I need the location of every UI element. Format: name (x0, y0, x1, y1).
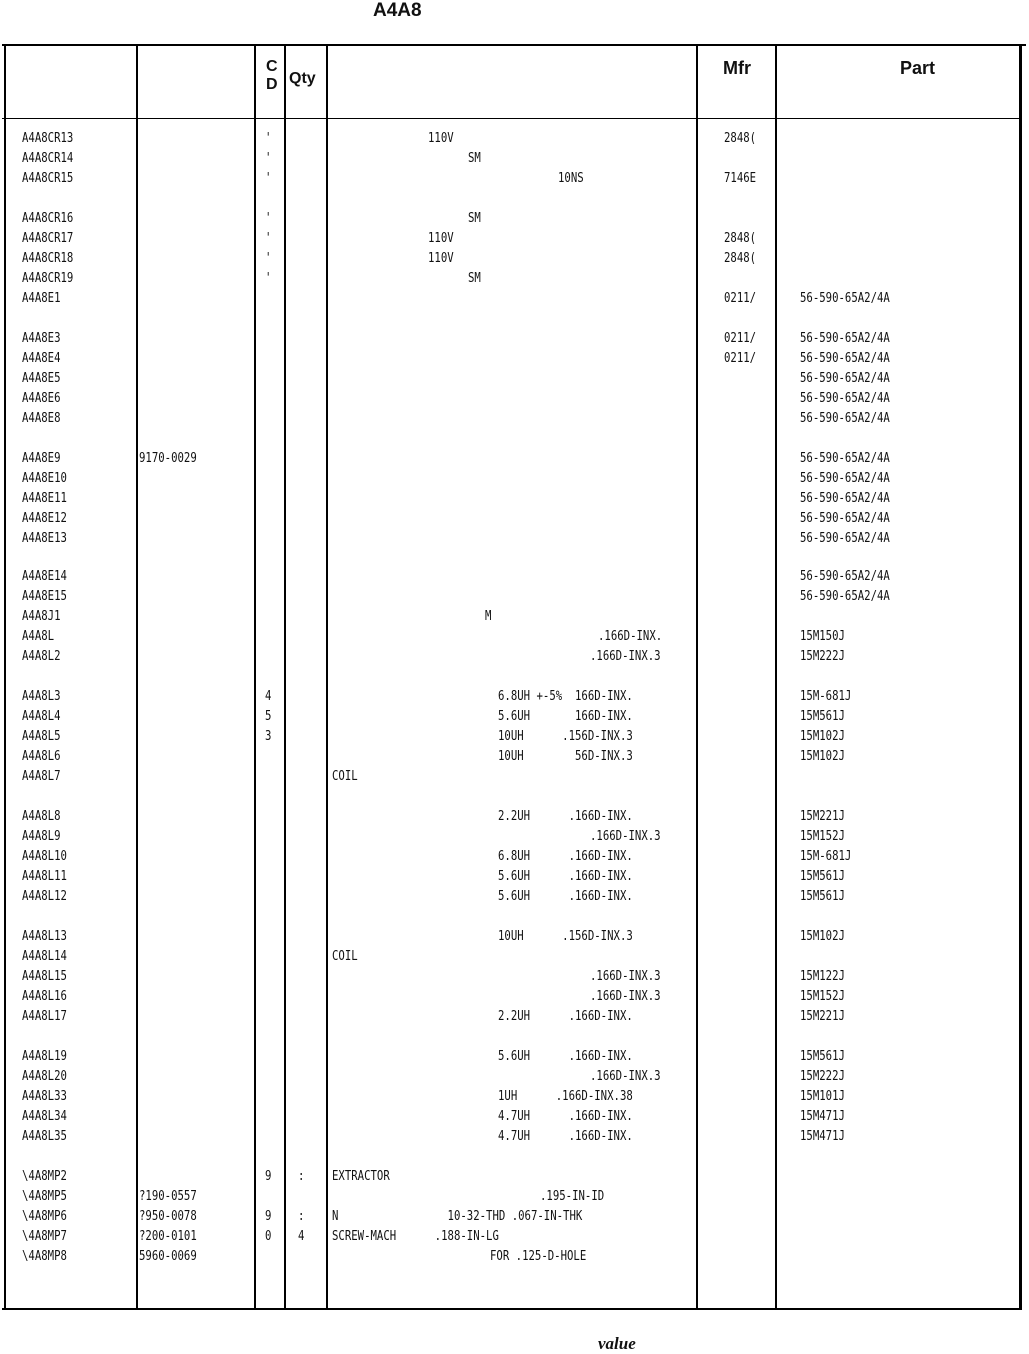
row-reference: A4A8L13 (22, 929, 67, 944)
row-mfr-part: 56-590-65A2/4A (800, 471, 890, 486)
row-description: 4.7UH .166D-INX. (498, 1129, 633, 1144)
row-mfr-code: 0211/ (724, 291, 757, 306)
footer-text: value (598, 1334, 636, 1353)
row-description: 5.6UH .166D-INX. (498, 1049, 633, 1064)
row-mfr-code: 2848( (724, 131, 757, 146)
row-description: 2.2UH .166D-INX. (498, 809, 633, 824)
row-mfr-code: 2848( (724, 251, 757, 266)
header-part: Part (900, 58, 936, 78)
row-mfr-part: 56-590-65A2/4A (800, 589, 890, 604)
row-reference: A4A8L6 (22, 749, 61, 764)
row-description: 5.6UH 166D-INX. (498, 709, 633, 724)
col-border-cd (284, 44, 286, 1310)
row-mfr-part: 15M102J (800, 929, 845, 944)
row-mfr-part: 56-590-65A2/4A (800, 451, 890, 466)
row-mfr-part: 56-590-65A2/4A (800, 391, 890, 406)
row-mfr-part: 15M152J (800, 829, 845, 844)
row-description: SCREW-MACH .188-IN-LG (332, 1229, 499, 1244)
row-mfr-part: 56-590-65A2/4A (800, 411, 890, 426)
row-reference: A4A8E5 (22, 371, 61, 386)
row-mfr-part: 15M561J (800, 1049, 845, 1064)
row-check-digit: 3 (265, 729, 272, 744)
row-mfr-part: 56-590-65A2/4A (800, 491, 890, 506)
row-reference: A4A8L10 (22, 849, 67, 864)
row-reference: A4A8L7 (22, 769, 61, 784)
row-qty: 4 (298, 1229, 305, 1244)
row-mfr-part: 15M222J (800, 1069, 845, 1084)
row-description: 110V (428, 251, 454, 266)
row-description: .166D-INX.3 (590, 829, 661, 844)
row-part-number: ?950-0078 (139, 1209, 197, 1224)
row-reference: A4A8CR17 (22, 231, 74, 246)
row-mfr-part: 56-590-65A2/4A (800, 351, 890, 366)
row-mfr-part: 15M150J (800, 629, 845, 644)
row-check-digit: ' (265, 271, 272, 286)
row-reference: \4A8MP7 (22, 1229, 67, 1244)
row-reference: A4A8CR14 (22, 151, 74, 166)
row-reference: A4A8CR16 (22, 211, 74, 226)
row-mfr-part: 56-590-65A2/4A (800, 291, 890, 306)
page-title: A4A8 (373, 0, 422, 21)
row-check-digit: 5 (265, 709, 272, 724)
row-description: 6.8UH .166D-INX. (498, 849, 633, 864)
row-qty: : (298, 1169, 305, 1184)
row-reference: A4A8L5 (22, 729, 61, 744)
col-border-right (1019, 44, 1022, 1310)
row-description: M (485, 609, 492, 624)
row-part-number: 9170-0029 (139, 451, 197, 466)
row-description: SM (468, 151, 481, 166)
row-mfr-code: 2848( (724, 231, 757, 246)
row-description: .166D-INX.3 (590, 969, 661, 984)
row-reference: A4A8L33 (22, 1089, 67, 1104)
row-reference: A4A8L (22, 629, 55, 644)
row-description: EXTRACTOR (332, 1169, 390, 1184)
row-description: .166D-INX.3 (590, 649, 661, 664)
row-reference: A4A8E10 (22, 471, 67, 486)
row-reference: A4A8L2 (22, 649, 61, 664)
row-mfr-part: 15M471J (800, 1129, 845, 1144)
row-reference: A4A8E11 (22, 491, 67, 506)
row-reference: A4A8L11 (22, 869, 67, 884)
row-mfr-part: 15M471J (800, 1109, 845, 1124)
row-check-digit: ' (265, 151, 272, 166)
row-description: 1UH .166D-INX.38 (498, 1089, 633, 1104)
row-mfr-part: 56-590-65A2/4A (800, 371, 890, 386)
row-reference: A4A8L34 (22, 1109, 67, 1124)
row-mfr-part: 56-590-65A2/4A (800, 331, 890, 346)
row-check-digit: 4 (265, 689, 272, 704)
row-reference: A4A8CR18 (22, 251, 74, 266)
row-reference: A4A8L8 (22, 809, 61, 824)
col-border-pn (254, 44, 256, 1310)
row-mfr-part: 15M221J (800, 1009, 845, 1024)
row-reference: A4A8E4 (22, 351, 61, 366)
row-reference: A4A8L15 (22, 969, 67, 984)
header-mfr: Mfr (723, 58, 751, 78)
row-reference: A4A8L4 (22, 709, 61, 724)
row-description: 2.2UH .166D-INX. (498, 1009, 633, 1024)
col-border-desc (696, 44, 698, 1310)
row-mfr-part: 15M561J (800, 889, 845, 904)
row-part-number: ?200-0101 (139, 1229, 197, 1244)
row-description: SM (468, 211, 481, 226)
row-mfr-part: 56-590-65A2/4A (800, 511, 890, 526)
row-description: N 10-32-THD .067-IN-THK (332, 1209, 583, 1224)
row-description: 5.6UH .166D-INX. (498, 889, 633, 904)
row-reference: \4A8MP5 (22, 1189, 67, 1204)
row-mfr-part: 15M102J (800, 749, 845, 764)
table-top-border (2, 44, 1026, 46)
row-description: 4.7UH .166D-INX. (498, 1109, 633, 1124)
col-border-ref (136, 44, 138, 1310)
row-check-digit: 9 (265, 1209, 272, 1224)
row-reference: A4A8E15 (22, 589, 67, 604)
row-reference: A4A8E8 (22, 411, 61, 426)
row-part-number: 5960-0069 (139, 1249, 197, 1264)
row-reference: A4A8L17 (22, 1009, 67, 1024)
header-cd: C D (266, 58, 278, 93)
row-reference: A4A8L3 (22, 689, 61, 704)
row-mfr-part: 15M-681J (800, 849, 852, 864)
row-reference: A4A8E13 (22, 531, 67, 546)
row-qty: : (298, 1209, 305, 1224)
row-reference: A4A8L20 (22, 1069, 67, 1084)
row-reference: A4A8E9 (22, 451, 61, 466)
row-mfr-part: 15M102J (800, 729, 845, 744)
row-reference: A4A8L19 (22, 1049, 67, 1064)
row-reference: \4A8MP6 (22, 1209, 67, 1224)
row-mfr-part: 15M101J (800, 1089, 845, 1104)
row-mfr-part: 15M-681J (800, 689, 852, 704)
row-description: COIL (332, 949, 358, 964)
row-mfr-part: 15M122J (800, 969, 845, 984)
row-reference: A4A8L14 (22, 949, 67, 964)
row-description: FOR .125-D-HOLE (490, 1249, 587, 1264)
row-description: 110V (428, 231, 454, 246)
row-description: 5.6UH .166D-INX. (498, 869, 633, 884)
row-check-digit: 9 (265, 1169, 272, 1184)
row-reference: A4A8L9 (22, 829, 61, 844)
row-reference: A4A8J1 (22, 609, 61, 624)
row-mfr-part: 56-590-65A2/4A (800, 569, 890, 584)
row-reference: A4A8CR13 (22, 131, 74, 146)
row-reference: A4A8E6 (22, 391, 61, 406)
row-check-digit: 0 (265, 1229, 272, 1244)
row-mfr-part: 15M221J (800, 809, 845, 824)
row-description: 10UH .156D-INX.3 (498, 929, 633, 944)
row-check-digit: ' (265, 131, 272, 146)
row-reference: A4A8CR19 (22, 271, 74, 286)
col-border-mfr (775, 44, 777, 1310)
row-mfr-part: 15M561J (800, 709, 845, 724)
row-description: COIL (332, 769, 358, 784)
row-description: SM (468, 271, 481, 286)
row-reference: A4A8E14 (22, 569, 67, 584)
row-reference: A4A8L16 (22, 989, 67, 1004)
header-divider (2, 118, 1020, 119)
row-reference: A4A8L35 (22, 1129, 67, 1144)
row-check-digit: ' (265, 231, 272, 246)
row-description: 110V (428, 131, 454, 146)
row-description: .166D-INX.3 (590, 989, 661, 1004)
row-reference: A4A8CR15 (22, 171, 74, 186)
row-description: .166D-INX. (598, 629, 663, 644)
row-mfr-code: 0211/ (724, 351, 757, 366)
row-description: 10NS (558, 171, 584, 186)
row-reference: A4A8E3 (22, 331, 61, 346)
row-reference: \4A8MP8 (22, 1249, 67, 1264)
row-description: 10UH 56D-INX.3 (498, 749, 633, 764)
row-mfr-part: 15M561J (800, 869, 845, 884)
row-check-digit: ' (265, 251, 272, 266)
row-check-digit: ' (265, 171, 272, 186)
col-border-qty (326, 44, 328, 1310)
row-mfr-part: 56-590-65A2/4A (800, 531, 890, 546)
row-part-number: ?190-0557 (139, 1189, 197, 1204)
col-border-left (4, 44, 6, 1310)
row-description: 10UH .156D-INX.3 (498, 729, 633, 744)
row-mfr-part: 15M222J (800, 649, 845, 664)
row-mfr-code: 0211/ (724, 331, 757, 346)
row-description: .166D-INX.3 (590, 1069, 661, 1084)
row-mfr-part: 15M152J (800, 989, 845, 1004)
row-mfr-code: 7146E (724, 171, 757, 186)
row-check-digit: ' (265, 211, 272, 226)
row-description: 6.8UH +-5% 166D-INX. (498, 689, 633, 704)
row-reference: A4A8E1 (22, 291, 61, 306)
row-description: .195-IN-ID (540, 1189, 605, 1204)
row-reference: A4A8E12 (22, 511, 67, 526)
header-qty: Qty (289, 70, 316, 87)
row-reference: A4A8L12 (22, 889, 67, 904)
row-reference: \4A8MP2 (22, 1169, 67, 1184)
table-bottom-border (2, 1308, 1020, 1310)
